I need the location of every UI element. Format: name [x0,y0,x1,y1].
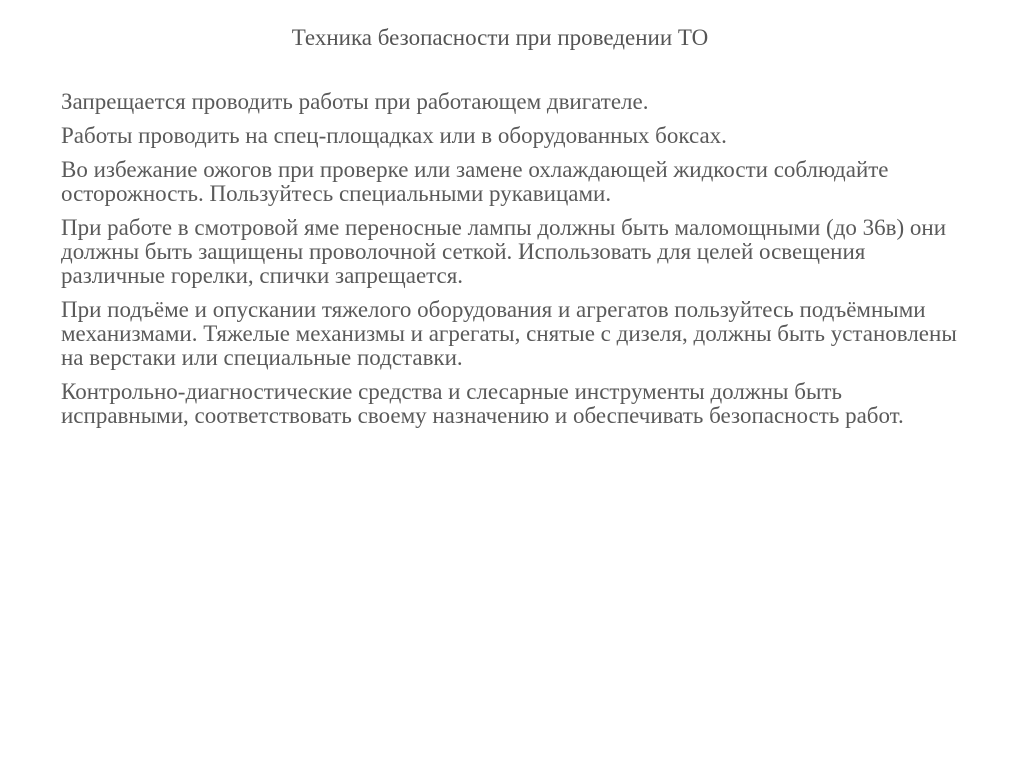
body-text-list [61,90,961,438]
body-paragraph: Во избежание ожогов при проверке или замене охлаждающей жидкости соблюдайте осторожность. Пользуйтесь специальными рукавицами. [61,157,889,206]
body-paragraph: Работы проводить на спец-площадках или в оборудованных боксах. [61,123,727,148]
body-paragraph: Контрольно-диагностические средства и слесарные инструменты должны быть исправными, соответствовать своему назначению и обеспечивать безопасность работ. [61,379,904,428]
slide-title: Техника безопасности при проведении ТО [291,25,709,50]
body-paragraph: При подъёме и опускании тяжелого оборудования и агрегатов пользуйтесь подъёмными механизмами. Тяжелые механизмы и агрегаты, снятые с дизеля, должны быть установлены на верстаки или специальные подставки. [61,297,957,370]
body-paragraph: При работе в смотровой яме переносные лампы должны быть маломощными (до 36в) они должны быть защищены проволочной сеткой. Использовать для целей освещения различные горелки, спички запрещается. [61,215,947,288]
body-paragraph: Запрещается проводить работы при работающем двигателе. [61,89,649,114]
